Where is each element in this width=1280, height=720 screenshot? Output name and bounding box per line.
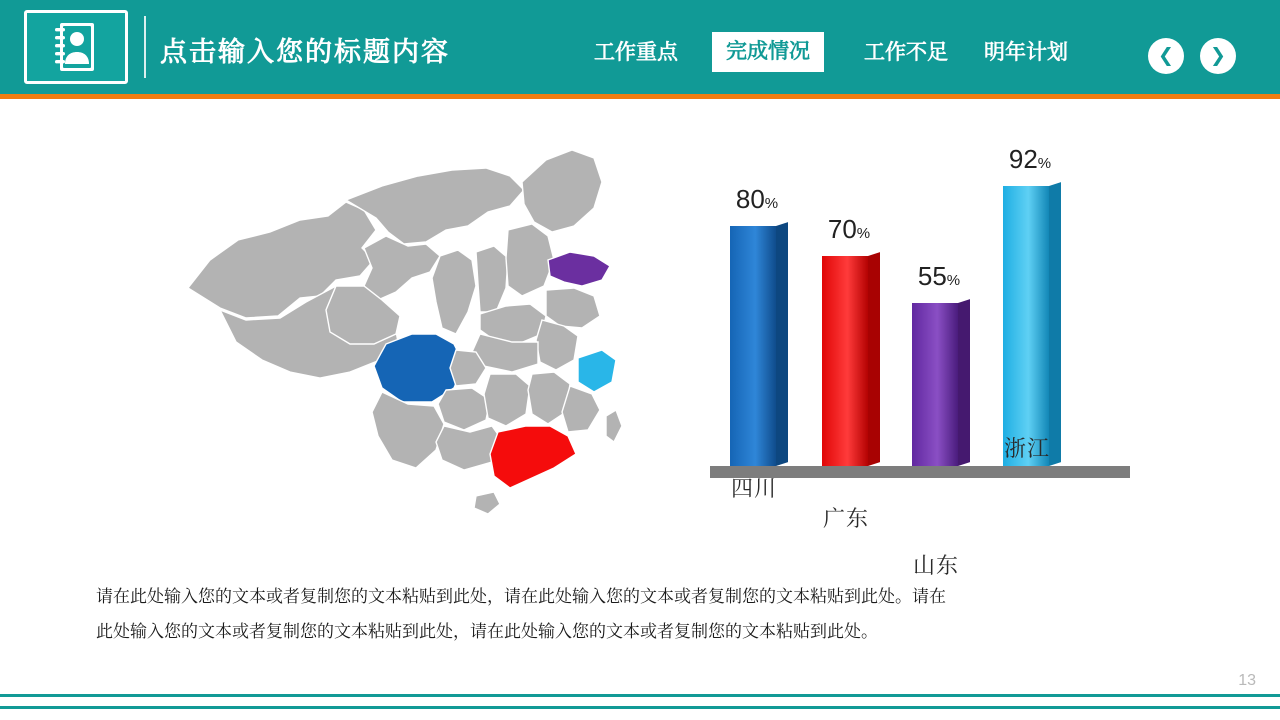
header-accent-line [0, 94, 1280, 99]
bar-face [730, 226, 776, 466]
body-paragraph [96, 580, 1196, 650]
bar-value-sichuan: 80% [735, 184, 779, 214]
bar-face [1003, 186, 1049, 466]
map-region-guizhou [438, 388, 490, 430]
bar-side [868, 252, 880, 466]
bar-face [912, 303, 958, 466]
bar-label-zhejiang: 浙江 [1003, 436, 1050, 461]
footer-line-top [0, 694, 1280, 697]
bar-value-guangdong: 70% [827, 214, 871, 244]
bar-label-guangdong: 广东 [822, 506, 869, 531]
map-region-fujian [562, 386, 600, 432]
body-line-1: 请在此处输入您的文本或者复制您的文本粘贴到此处，请在此处输入您的文本或者复制您的文本粘贴到此处。请在 [96, 587, 946, 606]
bar-guangdong[interactable] [822, 214, 880, 531]
page-title: 点击输入您的标题内容 [160, 37, 450, 67]
map-region-yunnan [372, 392, 444, 468]
bar-label-shandong: 山东 [912, 553, 959, 578]
bar-face [822, 256, 868, 466]
bar-side [776, 222, 788, 466]
map-region-hainan [474, 492, 500, 514]
map-region-shanxi [476, 246, 508, 312]
contact-card-icon [53, 22, 99, 72]
tab-work-focus[interactable]: 工作重点 [594, 41, 678, 64]
footer-line-bottom [0, 706, 1280, 709]
body-line-2: 此处输入您的文本或者复制您的文本粘贴到此处，请在此处输入您的文本或者复制您的文本粘贴到此处。 [96, 621, 878, 641]
chevron-right-icon: ❯ [1210, 45, 1226, 67]
bar-value-zhejiang: 92% [1008, 144, 1052, 174]
bar-sichuan[interactable] [730, 184, 788, 501]
bar-value-shandong: 55% [917, 261, 961, 291]
bar-label-sichuan: 四川 [730, 476, 777, 501]
map-region-taiwan [606, 410, 622, 442]
next-button[interactable] [1200, 38, 1236, 74]
map-region-hebei [506, 224, 554, 296]
completion-bar-chart [700, 130, 1130, 578]
map-region-hunan [484, 374, 530, 426]
map-region-guangdong [490, 426, 576, 488]
china-map-svg [150, 120, 670, 570]
bar-side [1049, 182, 1061, 466]
chevron-left-icon: ❮ [1158, 45, 1174, 67]
tab-completion[interactable]: 完成情况 [712, 32, 824, 72]
bar-zhejiang[interactable] [1003, 144, 1061, 466]
map-region-northeast [522, 150, 602, 232]
map-region-shandong [548, 252, 610, 286]
china-map [150, 120, 670, 570]
bar-side [958, 299, 970, 466]
map-region-gansu [364, 236, 440, 300]
logo-badge [24, 10, 128, 84]
map-region-shaanxi [432, 250, 476, 334]
header-bar [0, 0, 1280, 94]
map-region-jiangsu [546, 288, 600, 328]
tab-next-year-plan[interactable]: 明年计划 [984, 41, 1068, 64]
tab-shortcomings[interactable]: 工作不足 [864, 41, 948, 64]
map-region-zhejiang [578, 350, 616, 392]
bar-shandong[interactable] [912, 261, 970, 578]
page-number: 13 [1238, 672, 1256, 689]
prev-button[interactable] [1148, 38, 1184, 74]
title-divider [144, 16, 146, 78]
